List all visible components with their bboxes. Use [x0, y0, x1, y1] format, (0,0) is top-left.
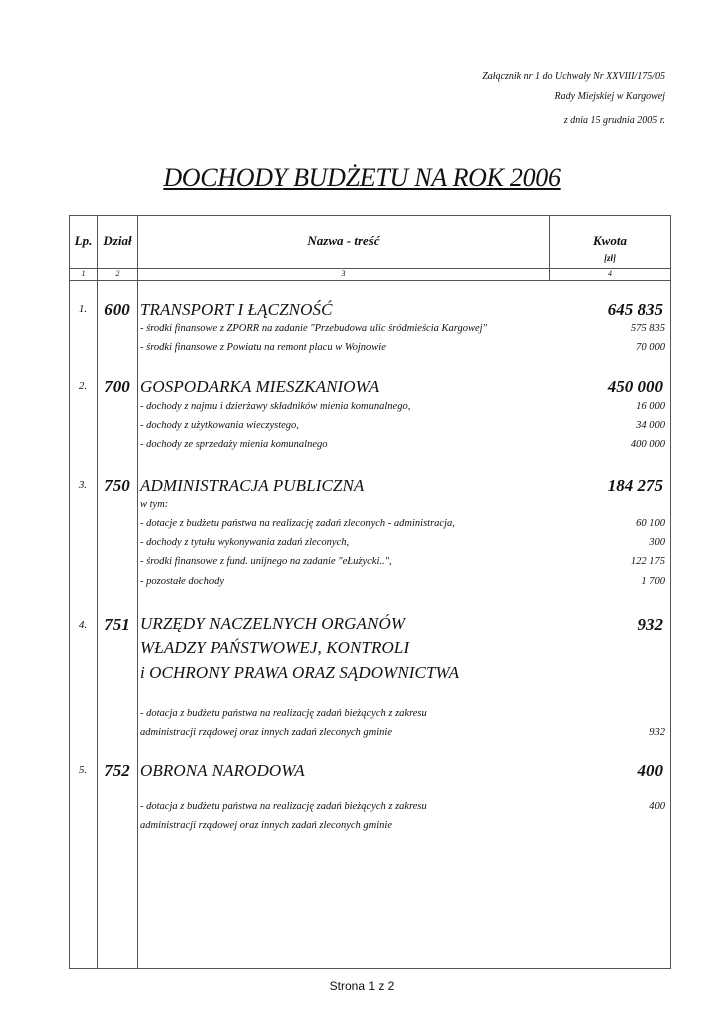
column-number-1: 1	[81, 269, 86, 278]
section-code: 750	[104, 476, 130, 495]
page-number: Strona 1 z 2	[329, 979, 395, 993]
section-note: w tym:	[140, 499, 169, 510]
section-title: TRANSPORT I ŁĄCZNOŚĆ	[140, 300, 333, 319]
section-code: 751	[104, 615, 130, 634]
row-number: 1.	[78, 303, 88, 315]
section-code: 600	[104, 300, 130, 319]
section-title: ADMINISTRACJA PUBLICZNA	[140, 476, 365, 495]
section-amount: 184 275	[607, 476, 663, 495]
list-item: - dotacje z budżetu państwa na realizację zadań zleconych - administracja,	[140, 518, 455, 529]
list-item: - pozostałe dochody	[140, 576, 224, 587]
section-code: 700	[104, 377, 130, 396]
list-item: - dochody z najmu i dzierżawy składników mienia komunalnego,	[140, 401, 411, 412]
item-amount: 60 100	[636, 518, 665, 529]
section-title: GOSPODARKA MIESZKANIOWA	[140, 377, 380, 396]
item-amount: 575 835	[630, 323, 665, 334]
row-number: 5.	[78, 764, 88, 776]
list-item: - środki finansowe z ZPORR na zadanie "Przebudowa ulic śródmieścia Kargowej"	[140, 323, 487, 334]
page-title: DOCHODY BUDŻETU NA ROK 2006	[163, 163, 561, 192]
item-amount: 1 700	[641, 576, 665, 587]
column-number-4: 4	[608, 269, 612, 278]
council-name: Rady Miejskiej w Kargowej	[554, 91, 665, 102]
list-item-continued: administracji rządowej oraz innych zadań zleconych gminie	[140, 820, 392, 831]
column-header-nazwa: Nazwa - treść	[307, 233, 380, 248]
section-title: OBRONA NARODOWA	[140, 761, 305, 780]
item-amount: 400 000	[630, 439, 665, 450]
column-header-lp: Lp.	[74, 233, 93, 248]
section-title-line3: i OCHRONY PRAWA ORAZ SĄDOWNICTWA	[140, 663, 460, 682]
row-number: 2.	[78, 380, 88, 392]
item-amount: 400	[649, 801, 665, 812]
list-item: - dochody z tytułu wykonywania zadań zleconych,	[140, 537, 350, 548]
list-item: - dochody z użytkowania wieczystego,	[140, 420, 299, 431]
column-number-2: 2	[115, 269, 120, 278]
section-title-line1: URZĘDY NACZELNYCH ORGANÓW	[140, 614, 406, 633]
item-amount: 300	[649, 537, 665, 548]
section-amount: 932	[637, 615, 663, 634]
item-amount: 932	[649, 727, 665, 738]
row-number: 4.	[78, 619, 88, 631]
list-item: - środki finansowe z fund. unijnego na zadanie "eŁużycki..",	[140, 556, 392, 567]
list-item: - dotacja z budżetu państwa na realizację zadań bieżących z zakresu	[140, 708, 427, 719]
list-item-continued: administracji rządowej oraz innych zadań zleconych gminie	[140, 727, 392, 738]
section-amount: 450 000	[607, 377, 663, 396]
list-item: - dotacja z budżetu państwa na realizację zadań bieżących z zakresu	[140, 801, 427, 812]
section-amount: 400	[637, 761, 663, 780]
column-header-dzial: Dział	[103, 233, 132, 248]
column-header-unit: [zł]	[604, 253, 616, 263]
section-code: 752	[104, 761, 130, 780]
row-number: 3.	[78, 479, 88, 491]
item-amount: 70 000	[636, 342, 665, 353]
list-item: - dochody ze sprzedaży mienia komunalnego	[140, 439, 328, 450]
list-item: - środki finansowe z Powiatu na remont placu w Wojnowie	[140, 342, 386, 353]
resolution-date: z dnia 15 grudnia 2005 r.	[563, 115, 665, 126]
item-amount: 122 175	[630, 556, 665, 567]
section-amount: 645 835	[607, 300, 663, 319]
column-header-kwota: Kwota	[593, 233, 627, 248]
item-amount: 16 000	[636, 401, 665, 412]
section-title-line2: WŁADZY PAŃSTWOWEJ, KONTROLI	[140, 638, 410, 657]
column-number-3: 3	[341, 269, 346, 278]
item-amount: 34 000	[636, 420, 665, 431]
attachment-reference: Załącznik nr 1 do Uchwały Nr XXVIII/175/05	[482, 71, 665, 82]
